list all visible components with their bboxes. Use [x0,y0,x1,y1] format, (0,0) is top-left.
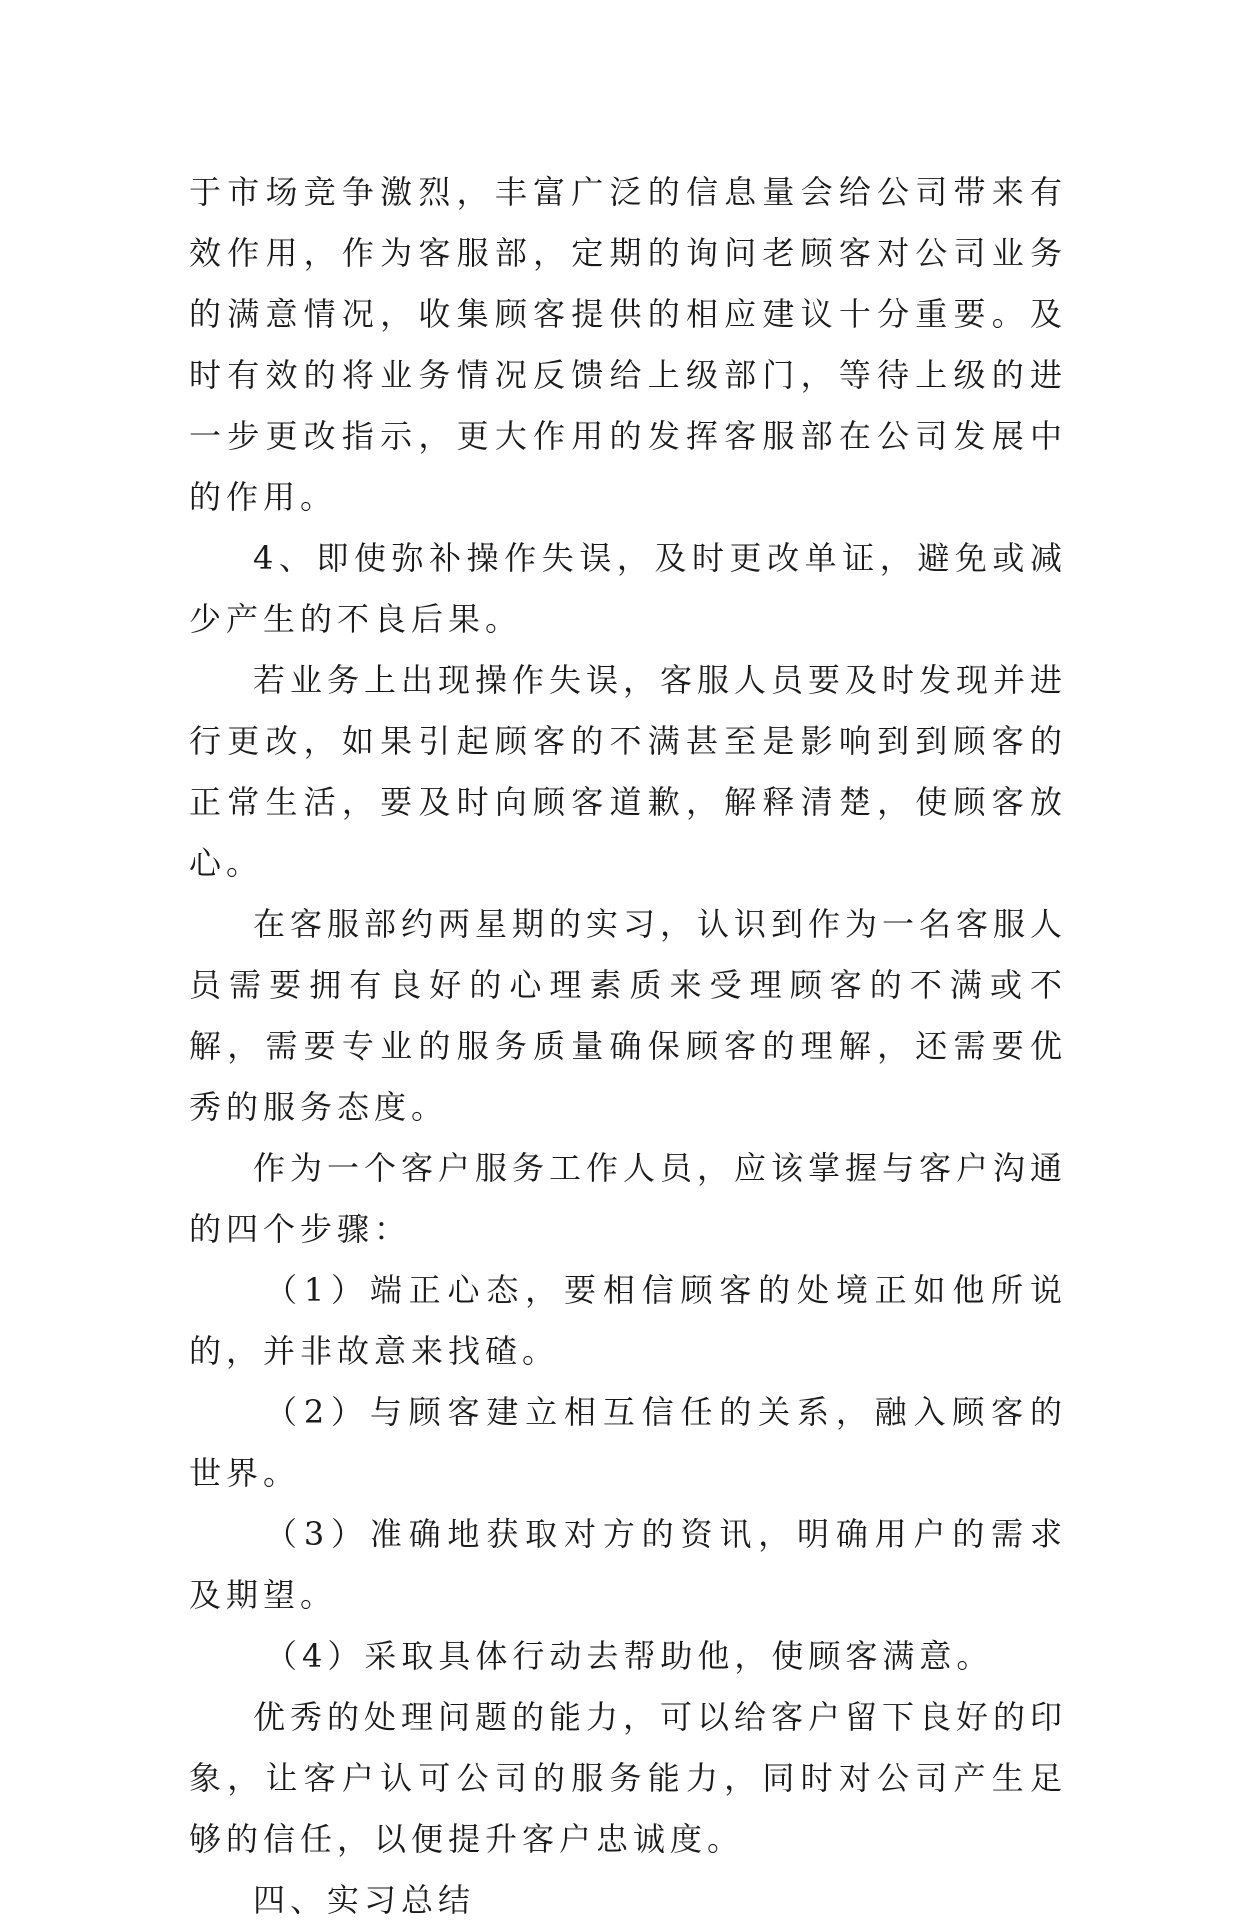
section-heading-summary: 四、实习总结 [253,1881,476,1919]
list-item-step-4: （4）采取具体行动去帮助他，使顾客满意。 [265,1637,994,1675]
paragraph-market-competition: 于市场竞争激烈，丰富广泛的信息量会给公司带来有效作用，作为客服部，定期的询问老顾客对公司业务的满意情况，收集顾客提供的相应建议十分重要。及时有效的将业务情况反馈给上级部门，等待上级的进一步更改指示，更大作用的发挥客服部在公司发展中的作用。 [189,173,1067,516]
list-item-step-3: （3）准确地获取对方的资讯，明确用户的需求及期望。 [189,1515,1067,1614]
paragraph-problem-solving: 优秀的处理问题的能力，可以给客户留下良好的印象，让客户认可公司的服务能力，同时对公司产生足够的信任，以便提升客户忠诚度。 [189,1698,1068,1858]
paragraph-four-steps-intro: 作为一个客户服务工作人员，应该掌握与客户沟通的四个步骤： [189,1149,1068,1248]
list-item-step-1: （1）端正心态，要相信顾客的处境正如他所说的，并非故意来找碴。 [189,1271,1067,1370]
document-body [189,162,1067,1931]
paragraph-internship-experience: 在客服部约两星期的实习，认识到作为一名客服人员需要拥有良好的心理素质来受理顾客的不满或不解，需要专业的服务质量确保顾客的理解，还需要优秀的服务态度。 [189,905,1068,1126]
paragraph-operation-error: 若业务上出现操作失误，客服人员要及时发现并进行更改，如果引起顾客的不满甚至是影响到到顾客的正常生活，要及时向顾客道歉，解释清楚，使顾客放心。 [189,661,1068,882]
list-item-step-2: （2）与顾客建立相互信任的关系，融入顾客的世界。 [189,1393,1067,1492]
paragraph-item-4: 4、即使弥补操作失误，及时更改单证，避免或减少产生的不良后果。 [189,539,1067,638]
